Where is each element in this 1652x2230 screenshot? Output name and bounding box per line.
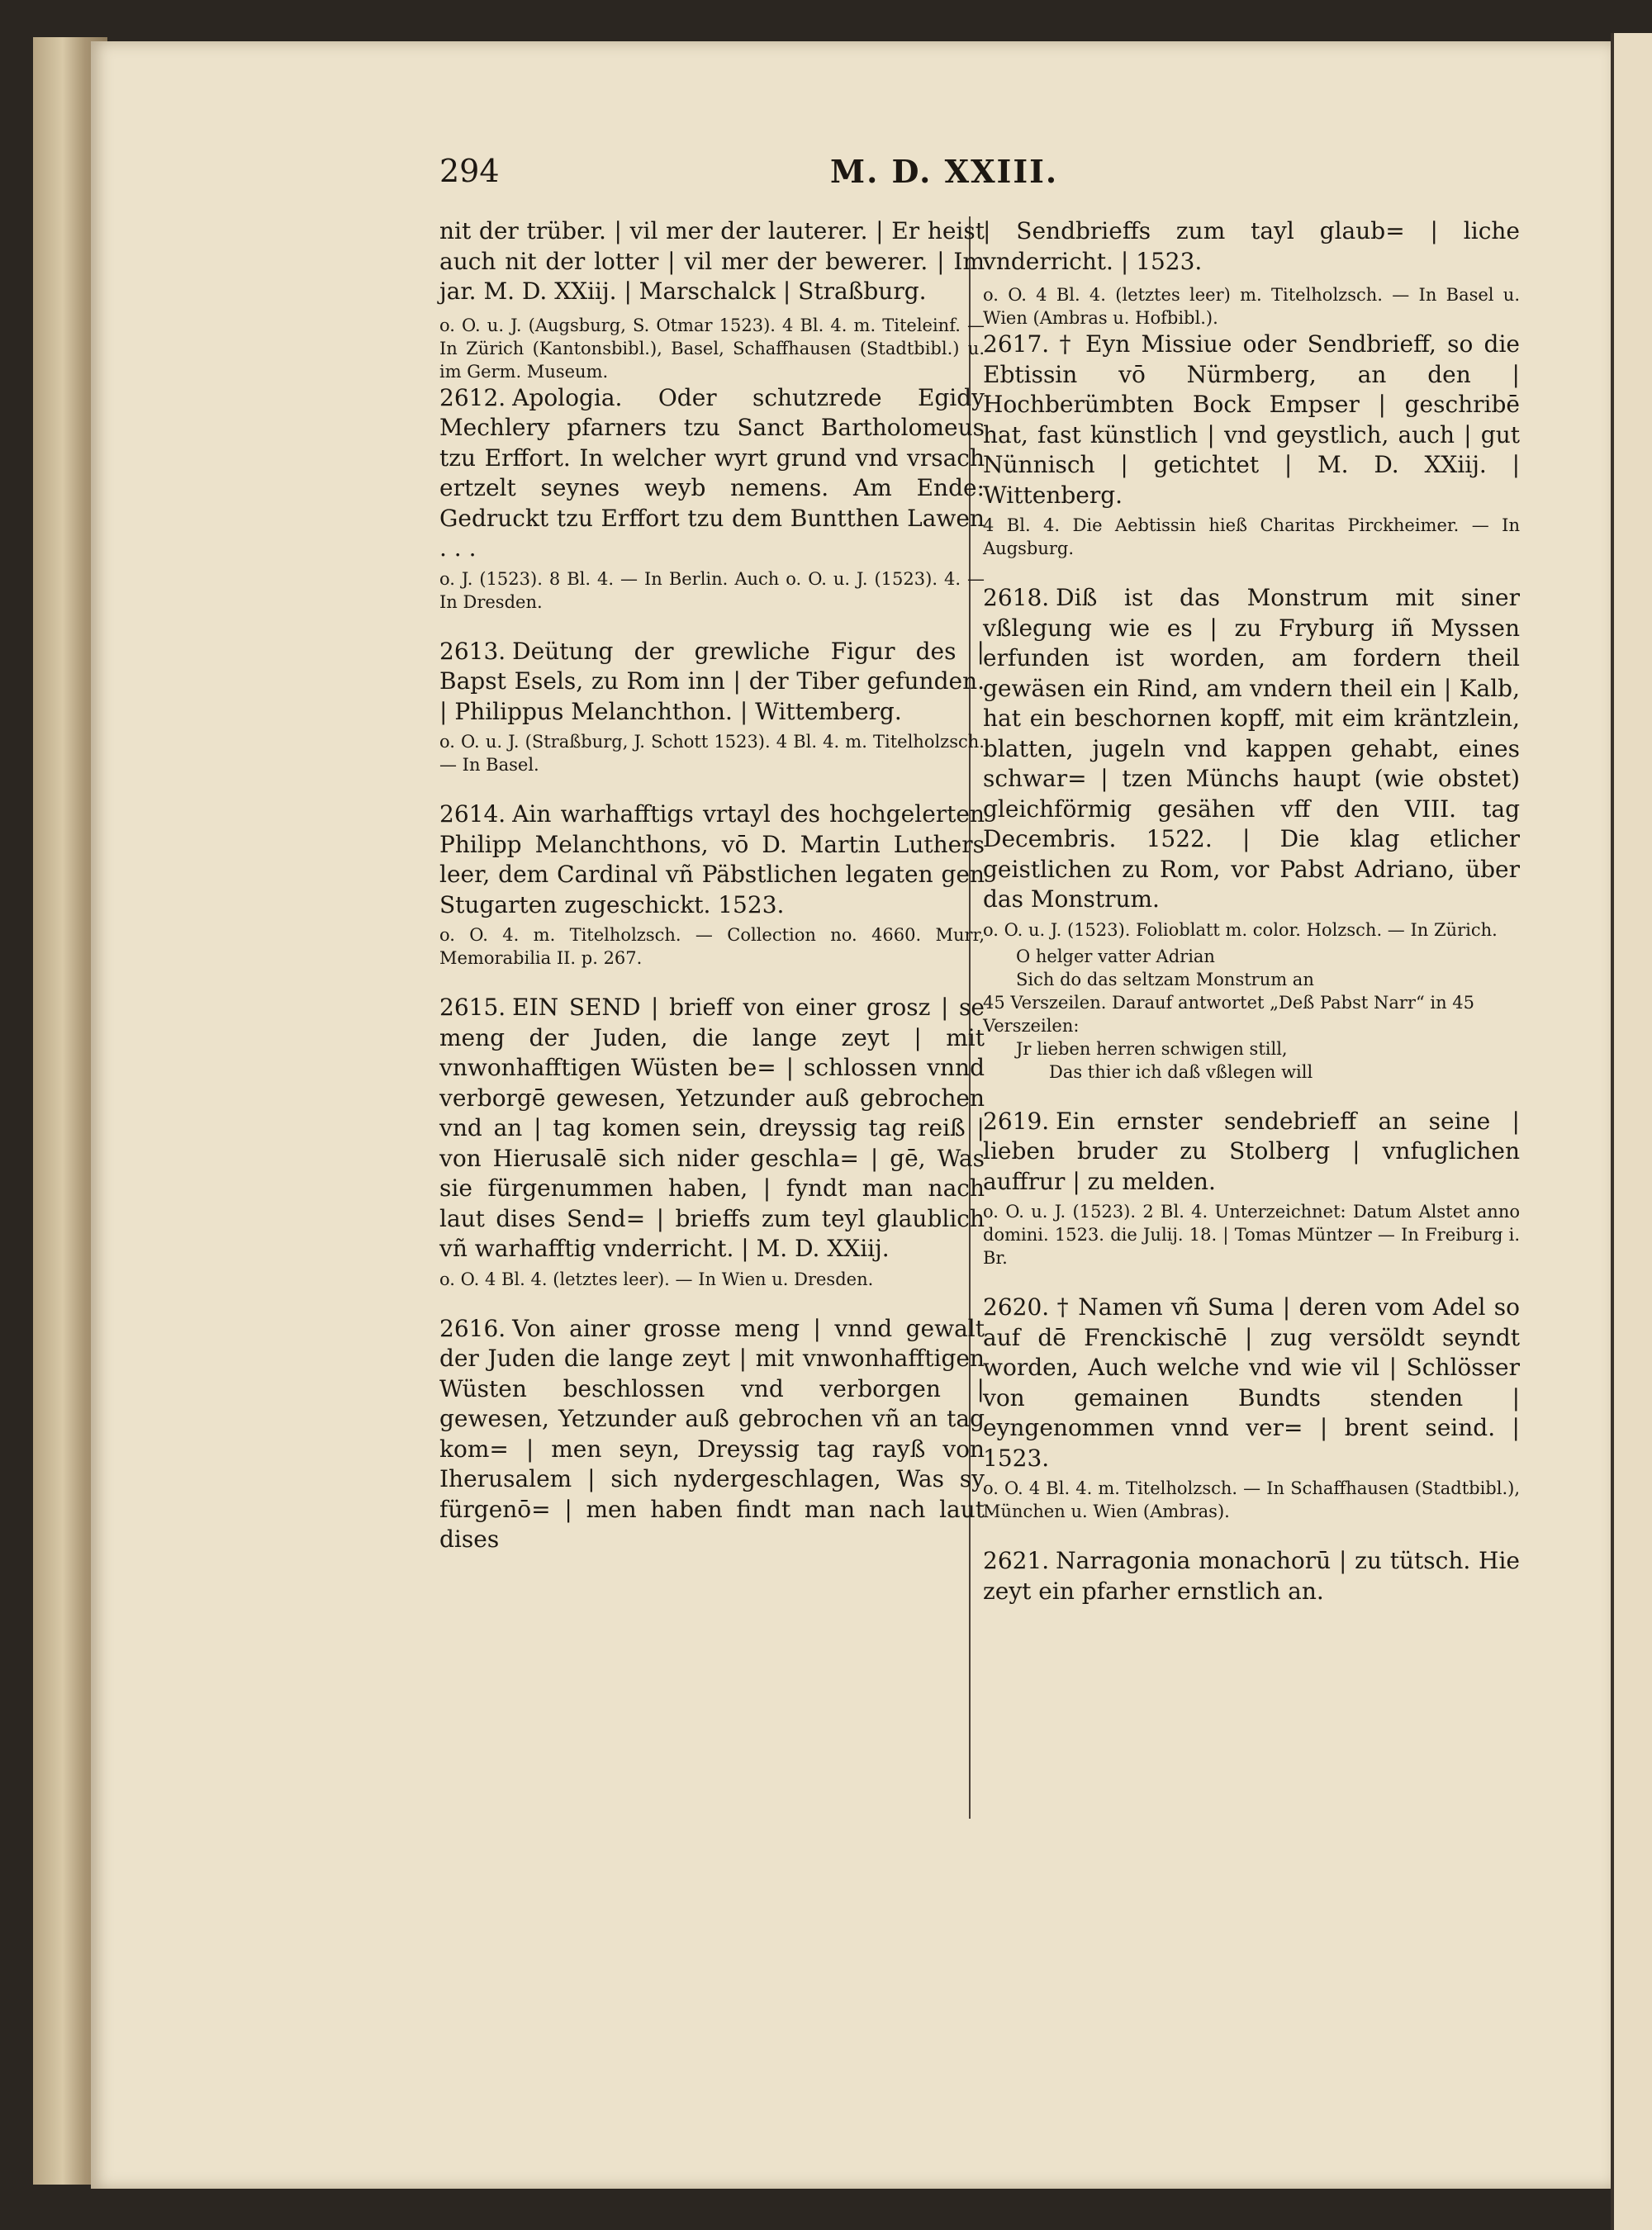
page-header bbox=[339, 153, 1421, 202]
entry-title: Von ainer grosse meng | vnnd gewalt der Juden die lange zeyt | mit vnwonhafftigen Wüsten beschlossen vnd verborgen | gewesen, Yetzunder auß gebrochen vñ an tag kom= | men seyn, Dreyssig tag rayß von Iherusalem | sich nydergeschlagen, Was sy fürgenō= | men haben findt man nach laut dises bbox=[439, 1314, 985, 1553]
entry-2616 bbox=[439, 1314, 985, 1555]
entry-number: 2619. bbox=[983, 1107, 1050, 1135]
entry-number: 2612. bbox=[439, 383, 506, 411]
entry-2618 bbox=[983, 583, 1520, 1084]
entry-title: EIN SEND | brieff von einer grosz | se meng der Juden, die lange zeyt | mit vnwonhafftigen Wüsten be= | schlossen vnnd verborgē gewesen, Yetzunder auß gebrochen vnd an | tag komen sein, dreyssig tag reiß | von Hierusalē sich nider geschla= | gē, Was sie fürgenummen haben, | fyndt man nach laut dises Send= | brieffs zum teyl glaublich vñ warhafftig vnderricht. | M. D. XXiij. bbox=[439, 994, 985, 1262]
entry-title: Narragonia monachorū | zu tütsch. Hie zeyt ein pfarher ernstlich an. bbox=[983, 1547, 1520, 1605]
entry-number: 2618. bbox=[983, 584, 1050, 611]
verse-line: Jr lieben herren schwigen still, bbox=[1016, 1038, 1288, 1059]
entry-2621 bbox=[983, 1546, 1520, 1606]
continued-entry-text: | Sendbrieffs zum tayl glaub= | liche vnderricht. | 1523. bbox=[983, 217, 1520, 275]
entry-number: 2621. bbox=[983, 1547, 1050, 1574]
entry-title: † Namen vñ Suma | deren vom Adel so auf dē Frenckischē | zug versöldt seyndt worden, Auch welche vnd wie vil | Schlösser von gemainen Bundts stenden | eyngenommen vnnd ver= | brent seind. | 1523. bbox=[983, 1293, 1520, 1472]
entry-note: 4 Bl. 4. Die Aebtissin hieß Charitas Pirckheimer. — In Augsburg. bbox=[983, 515, 1520, 558]
verse-line: Sich do das seltzam Monstrum an bbox=[1016, 969, 1314, 989]
verse-quotes bbox=[983, 945, 1520, 1084]
entry-title: † Eyn Missiue oder Sendbrieff, so die Ebtissin vō Nürmberg, an den | Hochberümbten Bock Empser | geschribē hat, fast künstlich | vnd geystlich, auch | gut Nünnisch | getichtet | M. D. XXiij. | Wittenberg. bbox=[983, 330, 1520, 509]
entry-note: o. O. u. J. (Straßburg, J. Schott 1523). 4 Bl. 4. m. Titelholzsch. — In Basel. bbox=[439, 732, 985, 775]
continued-entry-note: o. O. 4 Bl. 4. (letztes leer) m. Titelholzsch. — In Basel u. Wien (Ambras u. Hofbibl.). bbox=[983, 285, 1520, 328]
entry-note: o. O. u. J. (1523). 2 Bl. 4. Unterzeichnet: Datum Alstet anno domini. 1523. die Julij. 18. | Tomas Müntzer — In Freiburg i. Br. bbox=[983, 1202, 1520, 1268]
entry-number: 2613. bbox=[439, 637, 506, 665]
right-column bbox=[983, 216, 1520, 1630]
entry-note: o. O. 4 Bl. 4. (letztes leer). — In Wien u. Dresden. bbox=[439, 1269, 874, 1289]
left-column bbox=[439, 216, 985, 1578]
entry-2612 bbox=[439, 383, 985, 614]
entry-note: o. O. 4 Bl. 4. m. Titelholzsch. — In Schaffhausen (Stadtbibl.), München u. Wien (Ambras). bbox=[983, 1478, 1520, 1521]
verse-line: O helger vatter Adrian bbox=[1016, 946, 1215, 966]
entry-2617 bbox=[983, 330, 1520, 560]
entry-number: 2614. bbox=[439, 800, 506, 828]
entry-number: 2616. bbox=[439, 1314, 506, 1342]
next-page-edge bbox=[1611, 33, 1652, 2230]
entry-number: 2615. bbox=[439, 994, 506, 1021]
entry-2613 bbox=[439, 637, 985, 777]
entry-2619 bbox=[983, 1107, 1520, 1270]
entry-title: Ein ernster sendebrieff an seine | lieben bruder zu Stolberg | vnfuglichen auffrur | zu melden. bbox=[983, 1107, 1520, 1195]
entry-title: Deütung der grewliche Figur des | Bapst Esels, zu Rom inn | der Tiber gefunden. | Philippus Melanchthon. | Wittemberg. bbox=[439, 637, 985, 725]
entry-note: o. J. (1523). 8 Bl. 4. — In Berlin. Auch o. O. u. J. (1523). 4. — In Dresden. bbox=[439, 568, 985, 612]
verse-remark: 45 Verszeilen. Darauf antwortet „Deß Pabst Narr“ in 45 Verszeilen: bbox=[983, 992, 1475, 1036]
entry-2614 bbox=[439, 799, 985, 970]
entry-number: 2617. bbox=[983, 330, 1050, 358]
entry-title: Ain warhafftigs vrtayl des hochgelerten Philipp Melanchthons, vō D. Martin Luthers leer, dem Cardinal vñ Päbstlichen legaten gen Stugarten zugeschickt. 1523. bbox=[439, 800, 985, 918]
entry-note: o. O. 4. m. Titelholzsch. — Collection no. 4660. Murr, Memorabilia II. p. 267. bbox=[439, 925, 985, 968]
entry-2620 bbox=[983, 1293, 1520, 1523]
entry-2615 bbox=[439, 993, 985, 1291]
running-title-year: M. D. XXIII. bbox=[830, 153, 1059, 190]
page-number: 294 bbox=[439, 153, 500, 189]
entry-title: Apologia. Oder schutzrede Egidy Mechlery pfarners tzu Sanct Bartholomeus tzu Erffort. In welcher wyrt grund vnd vrsach ertzelt seynes weyb nemens. Am Ende: Gedruckt tzu Erffort tzu dem Buntthen Lawen . . . bbox=[439, 383, 985, 562]
entry-number: 2620. bbox=[983, 1293, 1050, 1321]
entry-title: Diß ist das Monstrum mit siner vßlegung wie es | zu Fryburg iñ Myssen erfunden ist worden, am fordern theil gewäsen ein Rind, am vndern theil ein | Kalb, hat ein beschornen kopff, mit eim kräntzlein, blatten, jugeln vnd kappen gehabt, eines schwar= | tzen Münchs haupt (wie obstet) gleichförmig gesähen vff den VIII. tag Decembris. 1522. | Die klag etlicher geistlichen zu Rom, vor Pabst Adriano, über das Monstrum. bbox=[983, 584, 1520, 913]
continued-entry-text: nit der trüber. | vil mer der lauterer. | Er heist auch nit der lotter | vil mer der bewerer. | Im jar. M. D. XXiij. | Marschalck | Straßburg. bbox=[439, 217, 985, 305]
continued-entry-note: o. O. u. J. (Augsburg, S. Otmar 1523). 4 Bl. 4. m. Titeleinf. — In Zürich (Kantonsbibl.), Basel, Schaffhausen (Stadtbibl.) u. im Germ. Museum. bbox=[439, 315, 985, 382]
entry-note: o. O. u. J. (1523). Folioblatt m. color. Holzsch. — In Zürich. bbox=[983, 919, 1498, 940]
verse-line: Das thier ich daß vßlegen will bbox=[1049, 1061, 1313, 1082]
